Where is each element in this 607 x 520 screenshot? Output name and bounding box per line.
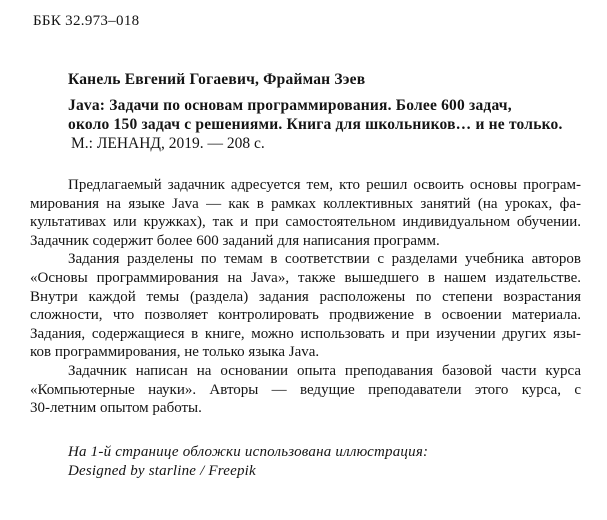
body-line: ков программирования, не только языка Java. <box>30 344 320 361</box>
bbk-classification-code: ББК 32.973–018 <box>33 13 140 29</box>
body-line: Задачник содержит более 600 заданий для написания программ. <box>30 232 440 249</box>
body-line: Задания, содержащиеся в книге, можно использовать и при изучении других язы- <box>30 325 581 342</box>
body-line: мирования на языке Java — как в рамках коллективных занятий (на уроках, фа- <box>30 195 581 212</box>
cover-note-line: На 1-й странице обложки использована иллюстрация: <box>68 444 429 460</box>
body-line: «Основы программирования на Java», также вышедшего в нашем издательстве. <box>30 269 581 286</box>
annotation-text <box>30 176 581 418</box>
book-title-line: Java: Задачи по основам программирования. Более 600 задач, <box>68 97 512 114</box>
imprint-line: М.: ЛЕНАНД, 2019. — 208 с. <box>71 135 265 152</box>
body-line: культативах или кружках), так и при самостоятельном индивидуальном обучении. <box>30 214 581 231</box>
body-line: Внутри каждой темы (раздела) задания расположены по степени возрастания <box>30 288 581 305</box>
body-line: Задачник написан на основании опыта преподавания базовой части курса <box>68 362 581 379</box>
body-line: Задания разделены по темам в соответствии с разделами учебника авторов <box>68 251 581 268</box>
authors-line: Канель Евгений Гогаевич, Фрайман Зэев <box>68 71 366 88</box>
body-line: Предлагаемый задачник адресуется тем, кто решил освоить основы програм- <box>68 177 581 193</box>
body-line: сложности, что позволяет контролировать продвижение в освоении материала. <box>30 307 581 324</box>
bibliographic-heading <box>68 70 563 153</box>
book-title-line: около 150 задач с решениями. Книга для школьников… и не только. <box>68 116 563 133</box>
body-line: «Компьютерные науки». Авторы — ведущие преподаватели этого курса, с <box>30 381 581 398</box>
body-line: 30-летним опытом работы. <box>30 400 202 417</box>
cover-illustration-note <box>68 443 428 481</box>
cover-note-line: Designed by starline / Freepik <box>68 463 256 479</box>
